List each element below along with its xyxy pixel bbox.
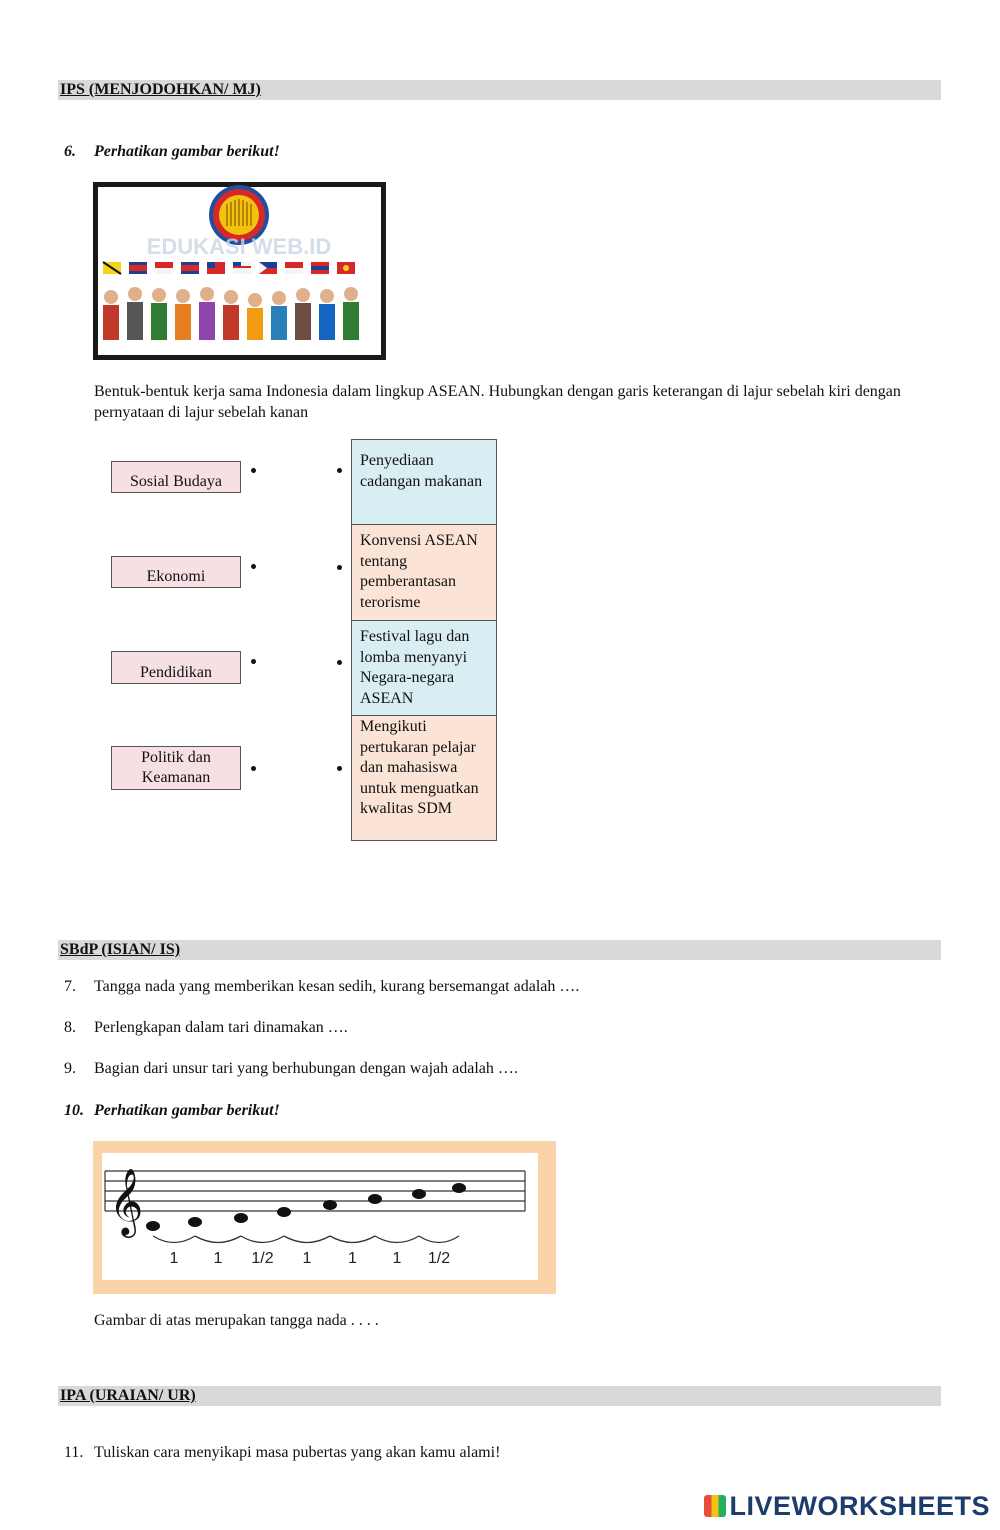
match-right-item[interactable]: Penyediaan cadangan makanan xyxy=(351,439,497,525)
watermark-text: EDUKASI WEB.ID xyxy=(146,234,332,259)
match-left-item[interactable]: Sosial Budaya xyxy=(111,461,241,493)
liveworksheets-logo[interactable] xyxy=(704,1491,990,1522)
connector-dot-left[interactable] xyxy=(251,659,256,664)
interval-label: 1/2 xyxy=(251,1250,274,1267)
question-7-text: Tangga nada yang memberikan kesan sedih, kurang bersemangat adalah …. xyxy=(94,978,580,995)
section-title: IPS (MENJODOHKAN/ MJ) xyxy=(60,81,261,98)
question-8-number: 8. xyxy=(64,1019,76,1036)
note-head xyxy=(452,1183,466,1193)
section-header-sbdp xyxy=(58,940,941,960)
interval-label: 1 xyxy=(392,1250,402,1267)
section-header-ipa xyxy=(58,1386,941,1406)
match-left-item[interactable]: Pendidikan xyxy=(111,651,241,684)
connector-dot-right[interactable] xyxy=(337,766,342,771)
question-6-title: Perhatikan gambar berikut! xyxy=(94,143,280,160)
connector-dot-right[interactable] xyxy=(337,565,342,570)
question-11-number: 11. xyxy=(64,1444,84,1461)
section-title: SBdP (ISIAN/ IS) xyxy=(60,941,181,958)
logo-icon xyxy=(704,1495,726,1517)
match-right-item[interactable]: Festival lagu dan lomba menyanyi Negara-negara ASEAN xyxy=(351,620,497,716)
question-6-number: 6. xyxy=(64,143,76,160)
interval-label: 1 xyxy=(169,1250,179,1267)
asean-image xyxy=(93,182,386,360)
connector-dot-left[interactable] xyxy=(251,766,256,771)
match-right-item[interactable]: Konvensi ASEAN tentang pemberantasan terorisme xyxy=(351,524,497,621)
question-7-number: 7. xyxy=(64,978,76,995)
match-left-item[interactable]: Ekonomi xyxy=(111,556,241,588)
interval-label: 1 xyxy=(302,1250,312,1267)
note-head xyxy=(323,1200,337,1210)
question-9-text: Bagian dari unsur tari yang berhubungan dengan wajah adalah …. xyxy=(94,1060,518,1077)
question-11-text: Tuliskan cara menyikapi masa pubertas yang akan kamu alami! xyxy=(94,1444,501,1461)
section-header-ips xyxy=(58,80,941,100)
note-head xyxy=(412,1189,426,1199)
connector-dot-right[interactable] xyxy=(337,468,342,473)
interval-label: 1/2 xyxy=(427,1250,451,1267)
question-10-title: Perhatikan gambar berikut! xyxy=(94,1102,280,1119)
note-head xyxy=(277,1207,291,1217)
connector-dot-left[interactable] xyxy=(251,564,256,569)
question-10-caption: Gambar di atas merupakan tangga nada . . . . xyxy=(94,1312,379,1329)
interval-label: 1 xyxy=(213,1250,223,1267)
question-8-text: Perlengkapan dalam tari dinamakan …. xyxy=(94,1019,348,1036)
question-9-number: 9. xyxy=(64,1060,76,1077)
musical-scale-image xyxy=(93,1141,556,1294)
note-head xyxy=(368,1194,382,1204)
section-title: IPA (URAIAN/ UR) xyxy=(60,1387,196,1404)
interval-label: 1 xyxy=(348,1250,357,1267)
note-head xyxy=(146,1221,160,1231)
treble-clef-icon: 𝄞 xyxy=(109,1167,144,1235)
question-10-number: 10. xyxy=(64,1102,84,1119)
match-right-item[interactable]: Mengikuti pertukaran pelajar dan mahasiswa untuk menguatkan kwalitas SDM xyxy=(351,715,497,841)
note-head xyxy=(188,1217,202,1227)
note-head xyxy=(234,1213,248,1223)
logo-text: LIVEWORKSHEETS xyxy=(729,1491,990,1521)
match-left-item[interactable]: Politik dan Keamanan xyxy=(111,746,241,790)
connector-dot-right[interactable] xyxy=(337,660,342,665)
connector-dot-left[interactable] xyxy=(251,468,256,473)
question-6-instruction: Bentuk-bentuk kerja sama Indonesia dalam lingkup ASEAN. Hubungkan dengan garis keterangan di lajur sebelah kiri dengan pernyataan di lajur sebelah kanan xyxy=(94,383,901,421)
